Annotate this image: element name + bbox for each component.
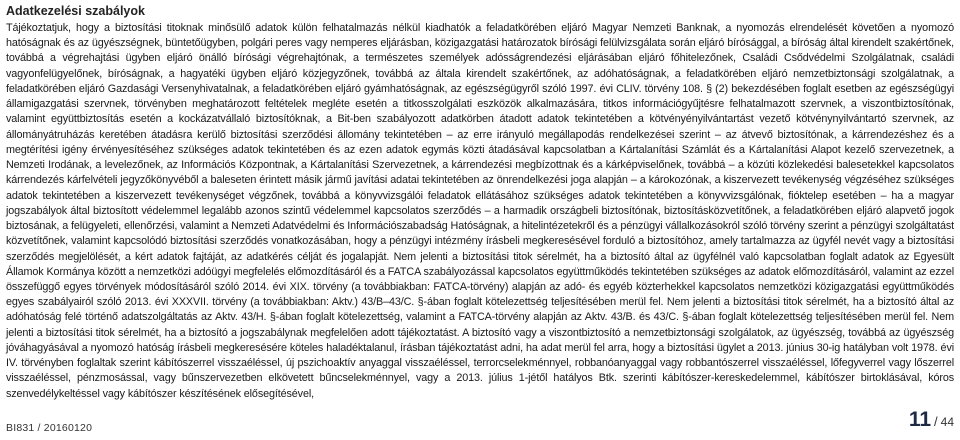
page-separator: /: [934, 414, 938, 429]
document-id: BI831 / 20160120: [6, 422, 93, 434]
paragraph-body: [6, 21, 954, 402]
page-total: 44: [940, 415, 954, 429]
paragraph-part-2: államigazgatási szervnek, törvényben meghatározott feltételek megléte esetén a titkosszolgálati eszközök alkalmazására, titkos információgyűjtésre felhatalmazott szervnek, a viszontbiztosítónak, valamint együttbiztosítás esetén a kockázatvállaló biztosítóknak, a Bit-ben szabályozott adatkörben átadott adatok tekintetében a kötvényényilvántartást vezető kötvénynyilvántartó szervnek, az állományátruházás keretében átadásra kerülő biztosítási szerződési állomány tekintetében – az erre irányuló megállapodás rendelkezései szerint – az átvevő biztosítónak, a kárrendezéshez és a megtérítési igény érvényesítéséhez szükséges adatok tekintetében és az ezen adatok egymás közti átadásával kapcsolatban a Kártalanítási Számlát és a Kártalanítási Alapot kezelő szervezetnek, a Nemzeti Irodának, a levelezőnek, az Információs Központnak, a Kártalanítási Szervezetnek, a kárrendezési megbízottnak és a kárképviselőnek, továbbá – a közúti közlekedési balesetekkel kapcsolatos kárrendezés kárfelvételi jegyzőkönyvéből a baleseten érintett másik jármű javítási adatai tekintetében az önrendelkezési joga alapján – a károkozónak, a kiszervezett tevékenység végzéséhez szükséges adatok tekintetében a kiszervezett tevékenységet végzőnek, továbbá a könyvvizsgálói feladatok ellátásához szükséges adatok tekintetében a könyvvizsgálónak, fióktelep esetében – ha a magyar jogszabályok által biztosított védelemmel legalább azonos szintű védelemmel kapcsolatos szerződés – a harmadik országbeli biztosítónak, biztosításközvetítőnek, a feladatkörében eljáró alapvető jogok biztosának, a felügyeleti, ellenőrzési, valamint a Nemzeti Adatvédelmi és Információszabadság Hatóságnak, a hitelintézetekről és a pénzügyi vállalkozásokról szóló törvény szerint a pénzügyi szolgáltatást közvetítőnek, valamint kapcsolódó biztosítási szerződés vonatkozásában, hogy a pénzügyi intézmény írásbeli megkeresésével forduló a biztosítóhoz, amely tartalmazza az ügyfél nevét vagy a biztosítási szerződés megjelölését, a kért adatok fajtáját, az adatkérés célját és jogalapját. Nem jelenti a biztosítási titok sérelmét, ha a biztosító által az ügyfélnél való kapcsolatban foglalt adatok az Egyesült Államok Kormánya között a nemzetközi adóügyi megfelelés előmozdításáról és a FATCA szabályozással kapcsolatos együttműködés tekintetében szükséges az adatok előmozdításáról, valamint az ezzel összefüggő egyes törvények módosításáról szóló 2014. évi XIX. törvény (a továbbiakban: FATCA-törvény) alapján az adó- és egyéb közterhekkel kapcsolatos nemzetközi közigazgatási együttműködés egyes szabályairól szóló 2013. évi XXXVII. törvény (a továbbiakban: Aktv.) 43/B–43/C. §-ában foglalt kötelezettség teljesítésében merül fel. Nem jelenti a biztosítási titok sérelmét, ha a biztosító által az adóhatóság felé történő adatszolgáltatás az Aktv. 43/H. §-ában foglalt kötelezettség, valamint a FATCA-törvény alapján az Aktv. 43/B. és 43/C. §-ában foglalt kötelezettség teljesítésében merül fel. Nem jelenti a biztosítási titok sérelmét, ha a biztosító a jogszabálynak megfelelően adott tájékoztatást. A biztosító vagy a viszontbiztosító a nemzetbiztonsági szolgálatok, az ügyészség, továbbá az ügyészség jóváhagyásával a nyomozó hatóság írásbeli megkeresésére köteles haladéktalanul, írásban tájékoztatást adni, ha adat merül fel arra, hogy a biztosítási ügylet a 2013. június 30-ig hatályban volt 1978. évi IV. törvényben foglaltak szerint kábítószerrel visszaéléssel, új pszichoaktív anyaggal visszaéléssel, terrorcselekménnyel, robbanóanyaggal vagy robbantószerrel visszaéléssel, lőfegyverrel vagy lőszerrel visszaéléssel, pénzmosással, vagy bűnszervezetben elkövetett bűncselekménnyel, vagy a 2013. július 1-jétől hatályos Btk. szerinti kábítószer-kereskedelemmel, kábítószer birtoklásával, kóros szenvedélykeltéssel vagy kábítószer készítésének elősegítésével,: [6, 98, 954, 400]
page-footer: [0, 408, 960, 440]
document-page: [6, 3, 954, 402]
paragraph-part-1: Tájékoztatjuk, hogy a biztosítási titoknak minősülő adatok külön felhatalmazás nélkül kiadhatók a feladatkörében eljáró Magyar Nemzeti Banknak, a nyomozás elrendelését követően a nyomozó hatóságnak és az ügyészségnek, büntetőügyben, polgári peres vagy nemperes eljárásban, közigazgatási határozatok bírósági felülvizsgálata során eljáró bírósággal, a bíróság által kirendelt szakértőnek, továbbá a végrehajtási ügyben eljáró önálló bírósági végrehajtónak, a természetes személyek adósságrendezési eljárásában eljáró főhitelezőnek, Családi Csődvédelmi Szolgálatnak, családi vagyonfelügyelőnek, bíróságnak, a hagyatéki ügyben eljáró közjegyzőnek, továbbá az általa kirendelt szakértőnek, az adóhatóságnak, a feladatkörében eljáró nemzetbiztonsági szolgálatnak, a feladatkörében eljáró Gazdasági Versenyhivatalnak, a feladatkörében eljáró gyámhatóságnak, az egészségügyről szóló 1997. évi CLIV. törvény 108. § (2) bekezdésében foglalt esetben az egészségügyi: [6, 22, 954, 95]
section-heading: Adatkezelési szabályok: [6, 4, 145, 18]
page-number: [909, 408, 954, 432]
page-current: 11: [908, 408, 932, 431]
